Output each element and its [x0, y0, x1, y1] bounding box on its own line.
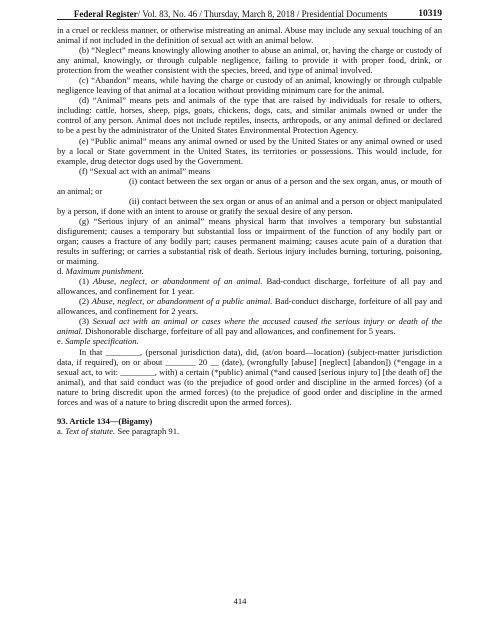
header-page-number: 10319	[418, 9, 442, 19]
definition-sexual-act: (f) “Sexual act with an animal” means	[79, 165, 211, 176]
definition-animal: (d) “Animal” means pets and animals of the type that are raised by individuals for resale to others, including: cattle, horses, sheep, pigs, goats, chickens, dogs, cats, and similar animals owned or under the control of any person. Animal does not include reptiles, insects, arthropods, or any animal defined or declared to be a pest by the administrator of the United States Environmental Protection Agency.	[57, 95, 442, 136]
article-heading: 93. Article 134—(Bigamy)	[57, 415, 153, 426]
page-header	[57, 5, 442, 20]
punishment-3: (3) Sexual act with an animal or cases where the accused caused the serious injury or death of the animal. Dishonorable discharge, forfeiture of all pay and allowances, and confinement for 5 years.	[57, 316, 442, 337]
text-of-statute: a. Text of statute. See paragraph 91.	[57, 425, 180, 436]
definition-neglect: (b) “Neglect” means knowingly allowing another to abuse an animal, or, having the charge or custody of any animal, knowingly, or through culpable negligence, failing to provide it with proper food, drink, or protection from the weather consistent with the species, breed, and type of animal involved.	[57, 45, 442, 76]
header-citation	[57, 9, 418, 19]
definition-public-animal: (e) “Public animal” means any animal owned or used by the United States or any animal owned or used by a local or State government in the United States, its territories or possessions. This would include, for example, drug detector dogs used by the Government.	[57, 135, 442, 166]
issue-info: / Vol. 83, No. 46 / Thursday, March 8, 2018 / Presidential Documents	[137, 9, 388, 19]
page-number: 414	[233, 596, 247, 606]
definition-serious-injury: (g) “Serious injury of an animal” means physical harm that involves a temporary but substantial disfigurement; causes a temporary but substantial loss or impairment of the function of any bodily part or organ; causes a fracture of any bodily part; causes permanent maiming; causes acute pain of a duration that results in suffering; or carries a substantial risk of death. Serious injury includes burning, torturing, poisoning, or maiming.	[57, 215, 442, 267]
definition-sexual-act-ii: (ii) contact between the sex organ or anus of an animal and a person or object manipulated by a person, if done with an intent to arouse or gratify the sexual desire of any person.	[57, 195, 442, 216]
definition-sexual-act-i: (i) contact between the sex organ or anus of a person and the sex organ, anus, or mouth of an animal; or	[57, 175, 442, 196]
definition-abandon: (c) “Abandon” means, while having the charge or custody of an animal, knowingly or through culpable negligence leaving of that animal at a location without providing minimum care for the animal.	[57, 75, 442, 96]
section-heading-sample-specification: e. Sample specification.	[57, 336, 139, 347]
sample-specification-text: In that ________, (personal jurisdiction data), did, (at/on board—location) (subject-matter jurisdiction data, if required), on or about _______ 20 __ (date), (wrongfully [abuse] [neglect] [abandon]) (*engage in a sexual act, to wit: ________, with) a certain (*public) animal (*and caused [serious injury to] [the death of] the animal), and that said conduct was (to the prejudice of good order and discipline in the armed forces) (of a nature to bring discredit upon the armed forces) (to the prejudice of good order and discipline in the armed forces and was of a nature to bring discredit upon the armed forces).	[57, 346, 442, 407]
paragraph-continuation: in a cruel or reckless manner, or otherwise mistreating an animal. Abuse may include any sexual touching of an animal if not included in the definition of sexual act with an animal below.	[57, 25, 442, 46]
document-body	[57, 25, 442, 436]
punishment-2: (2) Abuse, neglect, or abandonment of a public animal. Bad-conduct discharge, forfeiture of all pay and allowances, and confinement for 2 years.	[57, 296, 442, 317]
punishment-1: (1) Abuse, neglect, or abandonment of an animal. Bad-conduct discharge, forfeiture of all pay and allowances, and confinement for 1 year.	[57, 276, 442, 297]
section-heading-maximum-punishment: d. Maximum punishment.	[57, 266, 144, 277]
journal-name: Federal Register	[73, 9, 138, 19]
spacer	[57, 407, 442, 416]
